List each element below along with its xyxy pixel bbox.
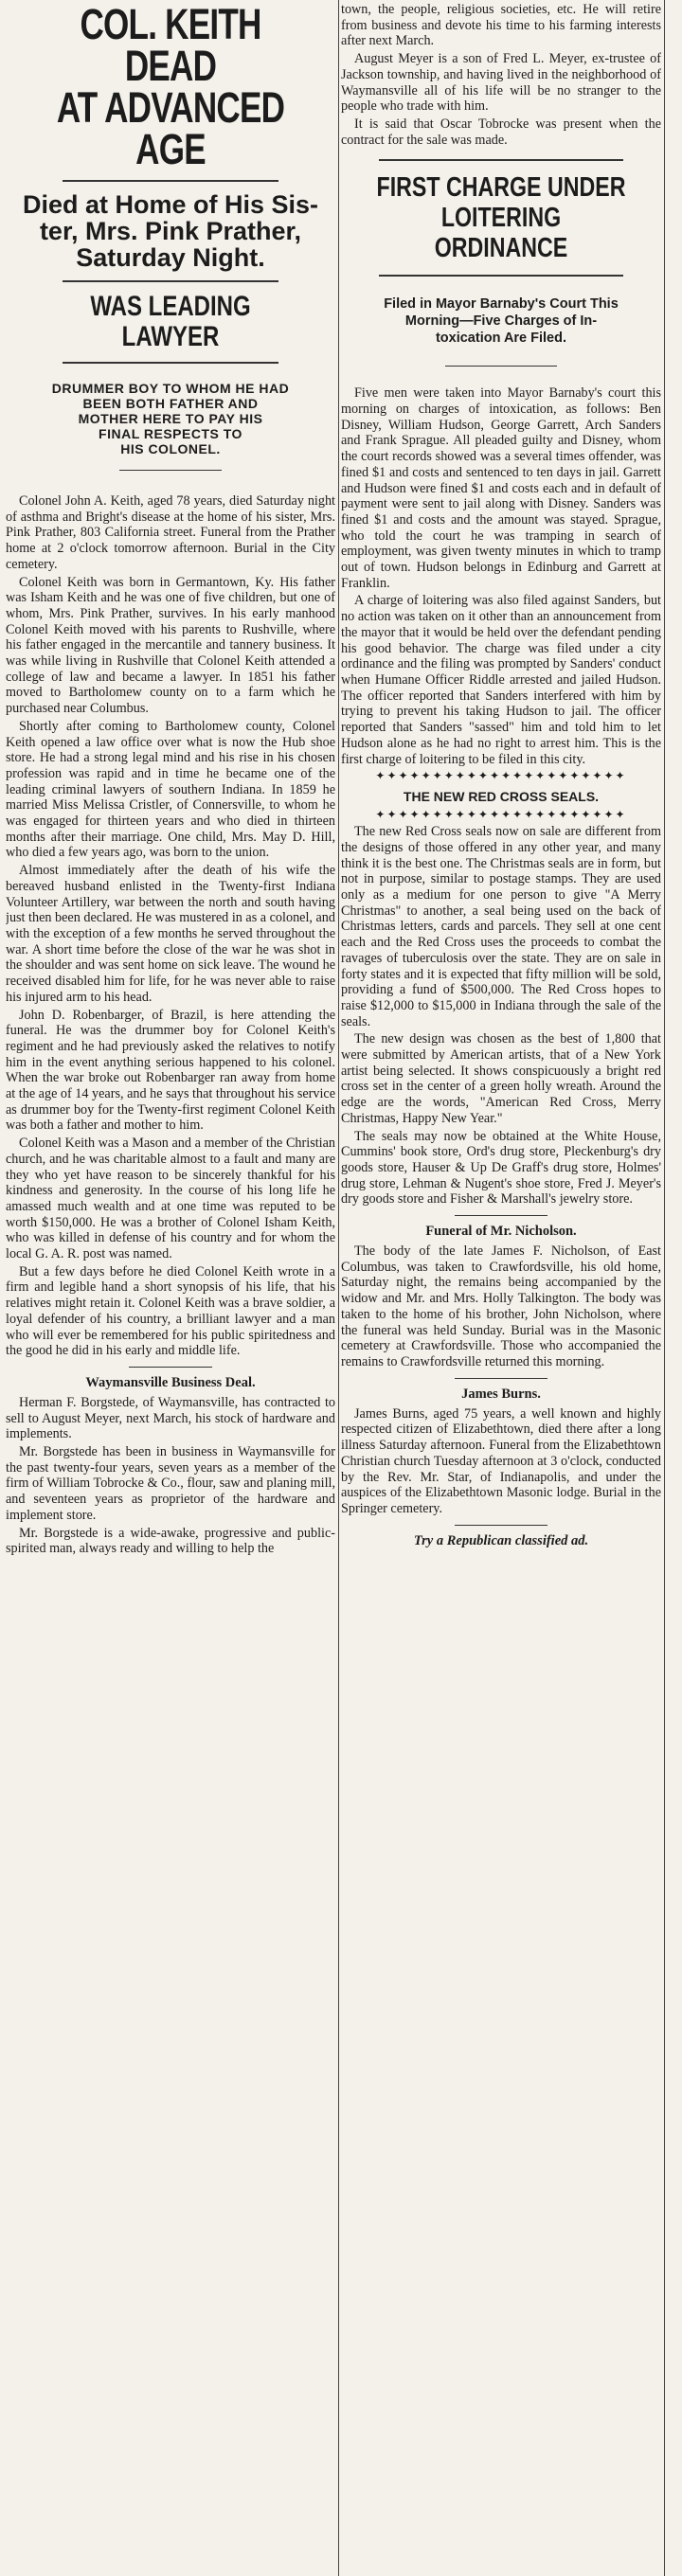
subhead2-line-3: MOTHER HERE TO PAY HIS — [78, 411, 263, 426]
article-paragraph: Colonel Keith was a Mason and a member of the Christian church, and he was charitable almost to a fault and many are they who yet have reason to be sincerely thankful for his kindness and generosity. In the course of his long life he amassed much wealth and at one time was reputed to be worth $150,000. He was a brother of Colonel Isham Keith, who was killed in defense of his country and for whom the local G. A. R. post was named. — [6, 1136, 335, 1262]
subhead-line-1: Filed in Mayor Barnaby's Court This — [384, 296, 619, 313]
headline-line-1: FIRST CHARGE UNDER — [376, 172, 626, 204]
section-title: Funeral of Mr. Nicholson. — [425, 1224, 577, 1240]
article-paragraph: It is said that Oscar Tobrocke was present when the contract for the sale was made. — [341, 116, 661, 148]
article-paragraph: John D. Robenbarger, of Brazil, is here attending the funeral. He was the drummer boy for Colonel Keith's regiment and he had previously asked the relatives to notify him in the event anything serious happened to his colonel. When the war broke out Robenbarger ran away from home at the age of 14 years, and he says that throughout his service as drummer boy for the Twenty-first regiment Colonel Keith was both a father and mother to him. — [6, 1007, 335, 1134]
section-title: THE NEW RED CROSS SEALS. — [403, 789, 600, 805]
divider — [379, 275, 623, 277]
article-paragraph: The body of the late James F. Nicholson, of East Columbus, was taken to Crawfordsville, his old home, Saturday night, the remains being accompanied by the widow and Mr. and Mrs. Holly Talkington. The body was taken to the home of his brother, John Nicholson, where the funeral was held Sunday. Burial was in the Masonic cemetery at Crawfordsville. Those who accompanied the remains to Crawfordsville returned this morning. — [341, 1243, 661, 1369]
subhead-line-2: ter, Mrs. Pink Prather, — [39, 217, 302, 245]
divider — [63, 280, 278, 282]
subhead2-line-2: BEEN BOTH FATHER AND — [82, 396, 259, 411]
divider — [63, 180, 278, 182]
divider — [455, 1378, 547, 1379]
headline-line-2: AT ADVANCED AGE — [56, 83, 285, 173]
article-paragraph: The new design was chosen as the best of 1,800 that were submitted by American artists, that of a New York artist being selected. It shows conspicuously a bright red cross set in the center of a green holly wreath. Around the edge are the words, "American Red Cross, Merry Christmas, Happy New Year." — [341, 1031, 661, 1126]
article-paragraph: Almost immediately after the death of his wife the bereaved husband enlisted in the Twenty-first Indiana Volunteer Artillery, war between the north and south having just then been declared. He was mustered in as a colonel, and with the exception of a few months he served throughout the war. A short time before the close of the war he was shot in the shoulder and was sent home on sick leave. The wound he received disabled him for life, for he was never able to raise his injured arm to his head. — [6, 863, 335, 1005]
subhead-line-3: Saturday Night. — [76, 243, 265, 272]
divider — [455, 1215, 547, 1216]
headline-line-1: COL. KEITH DEAD — [80, 0, 261, 90]
article-paragraph: Herman F. Borgstede, of Waymansville, has contracted to sell to August Meyer, next March, his stock of hardware and implements. — [6, 1394, 335, 1442]
article-paragraph: The seals may now be obtained at the White House, Cummins' book store, Ord's drug store, Pleckenburg's dry goods store, Hauser & Up De Graff's drug store, Holmes' drug store, Lehman & Nugent's shoe store, Fred J. Meyer's dry goods store and Fisher & Marshall's jewelry store. — [341, 1128, 661, 1208]
subhead-line-2: Morning—Five Charges of In- — [404, 313, 598, 330]
star-divider: ✦✦✦✦✦✦✦✦✦✦✦✦✦✦✦✦✦✦✦✦✦✦ — [375, 769, 627, 783]
article-paragraph: James Burns, aged 75 years, a well known and highly respected citizen of Elizabethtown, died there after a long illness Saturday afternoon. Funeral from the Elizabethtown Christian church Tuesday afternoon at 3 o'clock, conducted by the Rev. Mr. Star, of Indianapolis, and under the auspices of the Elizabethtown Masonic lodge. Burial in the Springer cemetery. — [341, 1405, 661, 1516]
column-misc — [341, 0, 661, 1553]
article-paragraph: Shortly after coming to Bartholomew county, Colonel Keith opened a law office over what is now the Hub shoe store. He had a strong legal mind and his rise in his chosen profession was rapid and in time he became one of the leading criminal lawyers of southern Indiana. In 1859 he married Miss Melissa Cristler, of Connersville, to whom he was engaged for thirteen years and who died in thirteen months after their marriage. One child, Mrs. May D. Hill, who died a few years ago, was born to the union. — [6, 718, 335, 861]
section-title: Waymansville Business Deal. — [85, 1374, 256, 1390]
column-keith — [6, 0, 335, 1559]
article-paragraph: Mr. Borgstede is a wide-awake, progressive and public-spirited man, always ready and willing to help the — [6, 1525, 335, 1557]
article-paragraph: Mr. Borgstede has been in business in Waymansville for the past twenty-four years, seven years as a member of the firm of William Tobrocke & Co., flour, saw and planing mill, and seventeen years as proprietor of the hardware and implement store. — [6, 1444, 335, 1523]
headline-line-2: LOITERING ORDINANCE — [434, 203, 568, 264]
headline2: WAS LEADING LAWYER — [90, 291, 251, 352]
subhead-line-1: Died at Home of His Sis- — [22, 190, 319, 219]
article-paragraph: But a few days before he died Colonel Keith wrote in a firm and legible hand a short synopsis of his life, that his relatives might retain it. Colonel Keith was a brave soldier, a loyal defender of his country, a brilliant lawyer and a man who will ever be remembered for his public spiritedness and the good he did in his early and middle life. — [6, 1263, 335, 1359]
classified-ad: Try a Republican classified ad. — [413, 1532, 589, 1548]
article-paragraph: The new Red Cross seals now on sale are different from the designs of those offered in any other year, and many think it is the best one. The Christmas seals are in form, but not in purpose, similar to postage stamps. They are used only as a medium for one person to give "A Merry Christmas" to another, a seal being used on the back of Christmas letters, cards and parcels. They sell at one cent each and the Red Cross uses the proceeds to combat the ravages of tuberculosis over the state. They are on sale in forty states and it is expected that fifty million will be sold, providing a fund of $500,000. The Red Cross hopes to raise $12,000 to $15,000 in Indiana through the sale of the seals. — [341, 824, 661, 1029]
column-rule — [338, 0, 339, 2576]
article-paragraph: Five men were taken into Mayor Barnaby's court this morning on charges of intoxication, as follows: Ben Disney, William Hudson, George Garrett, Arch Sanders and Frank Sprague. All pleaded guilty and Disney, whom the court records showed was a several times offender, was fined $1 and costs and sentenced to ten days in jail. Garrett and Hudson were fined $1 and costs each and in default of payment were sent to jail along with Disney. Sanders was fined $1 and costs and the amount was stayed. Sprague, who told the court he was tramping in search of employment, was given twenty minutes in which to tramp out of town. Hudson belongs in Edinburg and Garrett at Franklin. — [341, 385, 661, 591]
article-paragraph: Colonel Keith was born in Germantown, Ky. His father was Isham Keith and he was one of five children, but one of whom, Mrs. Pink Prather, survives. In his early manhood Colonel Keith moved with his parents to Rushville, where his father engaged in the mercantile and tannery business. It was while living in Rushville that Colonel Keith attended a college of law and became a lawyer. In 1851 his father moved to Bartholomew county on to a farm which he purchased near Columbus. — [6, 574, 335, 717]
article-paragraph: A charge of loitering was also filed against Sanders, but no action was taken on it other than an announcement from the mayor that it would be held over the defendant pending his good behavior. The charge was filed under a city ordinance and the filing was prompted by Sanders' conduct when Humane Officer Riddle arrested and jailed Hudson. The officer reported that Sanders interfered with him by trying to prevent his taking Hudson to jail. The officer reported that Sanders "sassed" him and told him to let Hudson alone as he had no right to arrest him. This is the first charge of loitering to be filed in this city. — [341, 593, 661, 767]
subhead-line-3: toxication Are Filed. — [435, 331, 567, 347]
divider — [119, 470, 222, 471]
subhead2-line-5: HIS COLONEL. — [120, 441, 221, 456]
subhead2-line-4: FINAL RESPECTS TO — [99, 426, 242, 441]
article-paragraph: August Meyer is a son of Fred L. Meyer, ex-trustee of Jackson township, and having lived in the neighborhood of Waymansville all of his life will be no stranger to the people who trade with him. — [341, 51, 661, 115]
subhead2-line-1: DRUMMER BOY TO WHOM HE HAD — [51, 381, 290, 396]
divider — [63, 362, 278, 364]
star-divider: ✦✦✦✦✦✦✦✦✦✦✦✦✦✦✦✦✦✦✦✦✦✦ — [375, 808, 627, 822]
section-title: James Burns. — [461, 1386, 541, 1402]
article-paragraph: town, the people, religious societies, etc. He will retire from business and devote his time to his farming interests after next March. — [341, 2, 661, 49]
article-paragraph: Colonel John A. Keith, aged 78 years, died Saturday night of asthma and Bright's disease at the home of his sister, Mrs. Pink Prather, 803 California street. Funeral from the Prather home at 2 o'clock tomorrow afternoon. Burial in the City cemetery. — [6, 493, 335, 572]
divider — [129, 1367, 212, 1368]
column-rule — [664, 0, 665, 2576]
divider — [455, 1525, 547, 1526]
divider — [445, 366, 557, 367]
divider — [379, 159, 623, 161]
